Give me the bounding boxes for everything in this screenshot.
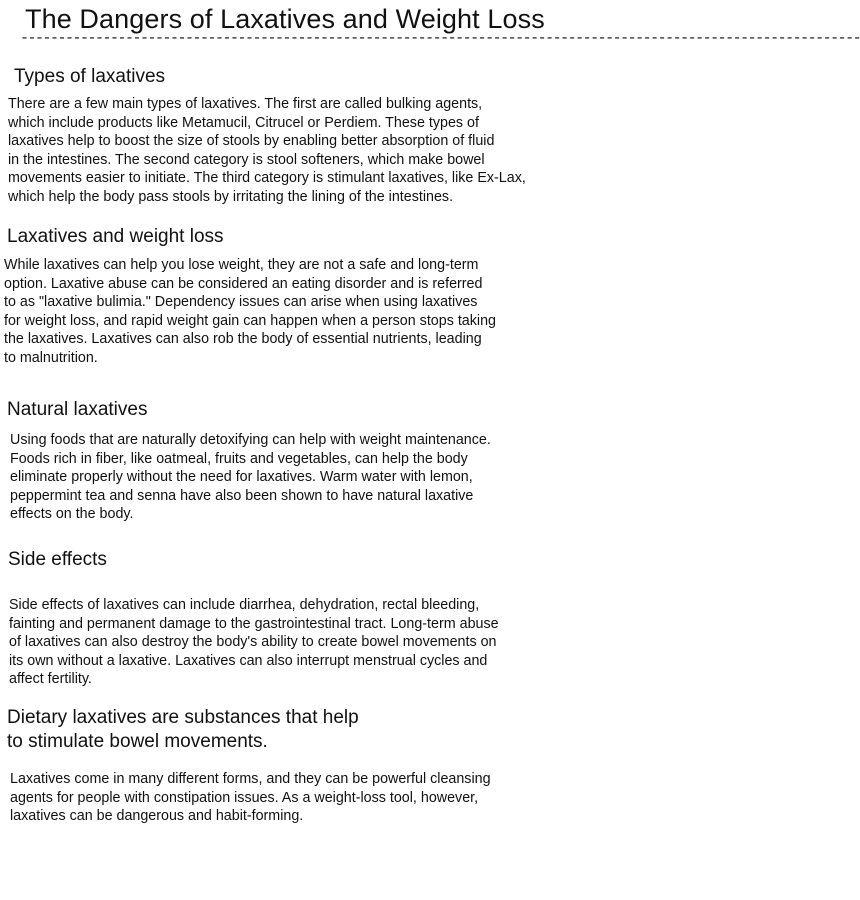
section-body-natural: Using foods that are naturally detoxifying can help with weight maintenance. Foods rich in fiber, like oatmeal, fruits and vegetables, can help the body eliminate properly without the need for laxatives. Warm water with lemon, peppermint tea and senna have also been shown to have natural laxative effects on the body. [10,432,491,522]
section-heading-weight-loss: Laxatives and weight loss [7,226,224,247]
title-divider: ---------------------------------------------------------------------------------------------------------------- [20,30,860,47]
section-body-dietary: Laxatives come in many different forms, and they can be powerful cleansing agents for people with constipation issues. As a weight-loss tool, however, laxatives can be dangerous and habit-forming. [10,771,491,824]
section-body-weight-loss: While laxatives can help you lose weight, they are not a safe and long-term option. Laxative abuse can be considered an eating disorder and is referred to as "laxative bulimia." Dependency issues can arise when using laxatives for weight loss, and rapid weight gain can happen when a person stops taking the laxatives. Laxatives can also rob the body of essential nutrients, leading to malnutrition. [4,257,496,366]
section-body-side-effects: Side effects of laxatives can include diarrhea, dehydration, rectal bleeding, fainting and permanent damage to the gastrointestinal tract. Long-term abuse of laxatives can also destroy the body's ability to create bowel movements on its own without a laxative. Laxatives can also interrupt menstrual cycles and affect fertility. [9,597,499,687]
section-heading-natural: Natural laxatives [7,399,148,420]
section-heading-side-effects: Side effects [8,549,107,570]
section-heading-dietary: Dietary laxatives are substances that help to stimulate bowel movements. [7,707,359,752]
section-heading-types: Types of laxatives [14,66,166,87]
page-title: The Dangers of Laxatives and Weight Loss [25,4,545,34]
section-body-types: There are a few main types of laxatives. The first are called bulking agents, which include products like Metamucil, Citrucel or Perdiem. These types of laxatives help to boost the size of stools by enabling better absorption of fluid in the intestines. The second category is stool softeners, which make bowel movements easier to initiate. The third category is stimulant laxatives, like Ex-Lax, which help the body pass stools by irritating the lining of the intestines. [8,96,526,205]
